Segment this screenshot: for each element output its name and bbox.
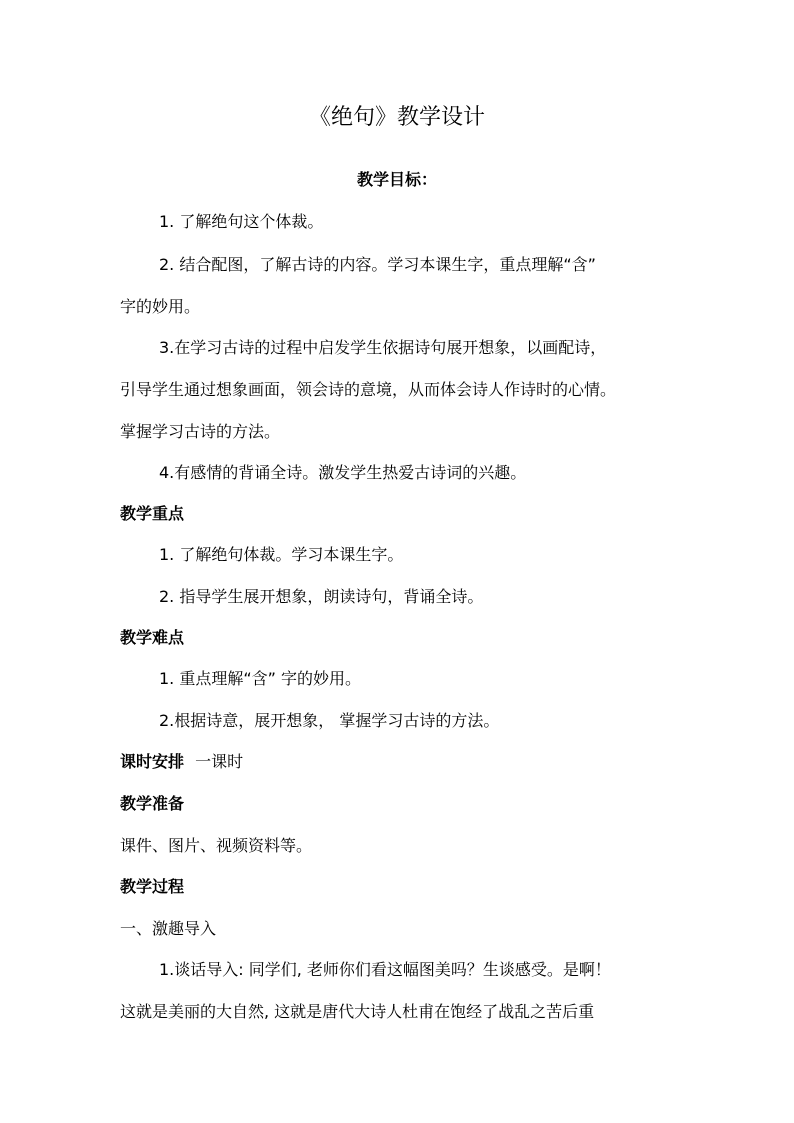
process-heading: 教学过程 <box>120 877 185 896</box>
key-points-heading: 教学重点 <box>120 504 185 523</box>
schedule-value: 一课时 <box>195 752 244 771</box>
process-section-1-title: 一、激趣导入 <box>120 919 217 938</box>
difficulty-item-2: 2.根据诗意，展开想象， 掌握学习古诗的方法。 <box>159 711 500 730</box>
objectives-heading: 教学目标： <box>356 170 437 189</box>
difficulties-heading: 教学难点 <box>120 628 185 647</box>
objective-item-3-line-1: 3.在学习古诗的过程中启发学生依据诗句展开想象，以画配诗， <box>159 338 607 357</box>
objective-item-1: 1. 了解绝句这个体裁。 <box>159 212 324 231</box>
objective-item-3-line-3: 掌握学习古诗的方法。 <box>120 422 281 441</box>
objective-item-3-line-2: 引导学生通过想象画面，领会诗的意境，从而体会诗人作诗时的心情。 <box>120 380 617 399</box>
process-step-1-line-1: 1.谈话导入: 同学们, 老师你们看这幅图美吗？生谈感受。是啊！ <box>159 960 611 979</box>
objective-item-2-line-1: 2. 结合配图，了解古诗的内容。学习本课生字，重点理解“含” <box>159 255 596 274</box>
key-point-item-1: 1. 了解绝句体裁。学习本课生字。 <box>159 545 404 564</box>
schedule-heading: 课时安排 <box>120 752 185 771</box>
schedule-line <box>120 752 243 772</box>
objective-item-4: 4.有感情的背诵全诗。激发学生热爱古诗词的兴趣。 <box>159 463 527 482</box>
document-title: 《绝句》教学设计 <box>308 105 485 130</box>
objective-item-2-line-2: 字的妙用。 <box>120 297 201 316</box>
process-step-1-line-2: 这就是美丽的大自然, 这就是唐代大诗人杜甫在饱经了战乱之苦后重 <box>120 1002 595 1021</box>
difficulty-item-1: 1. 重点理解“含” 字的妙用。 <box>159 669 362 688</box>
preparation-heading: 教学准备 <box>120 794 185 813</box>
key-point-item-2: 2. 指导学生展开想象，朗读诗句，背诵全诗。 <box>159 587 484 606</box>
preparation-text: 课件、图片、视频资料等。 <box>120 836 313 855</box>
